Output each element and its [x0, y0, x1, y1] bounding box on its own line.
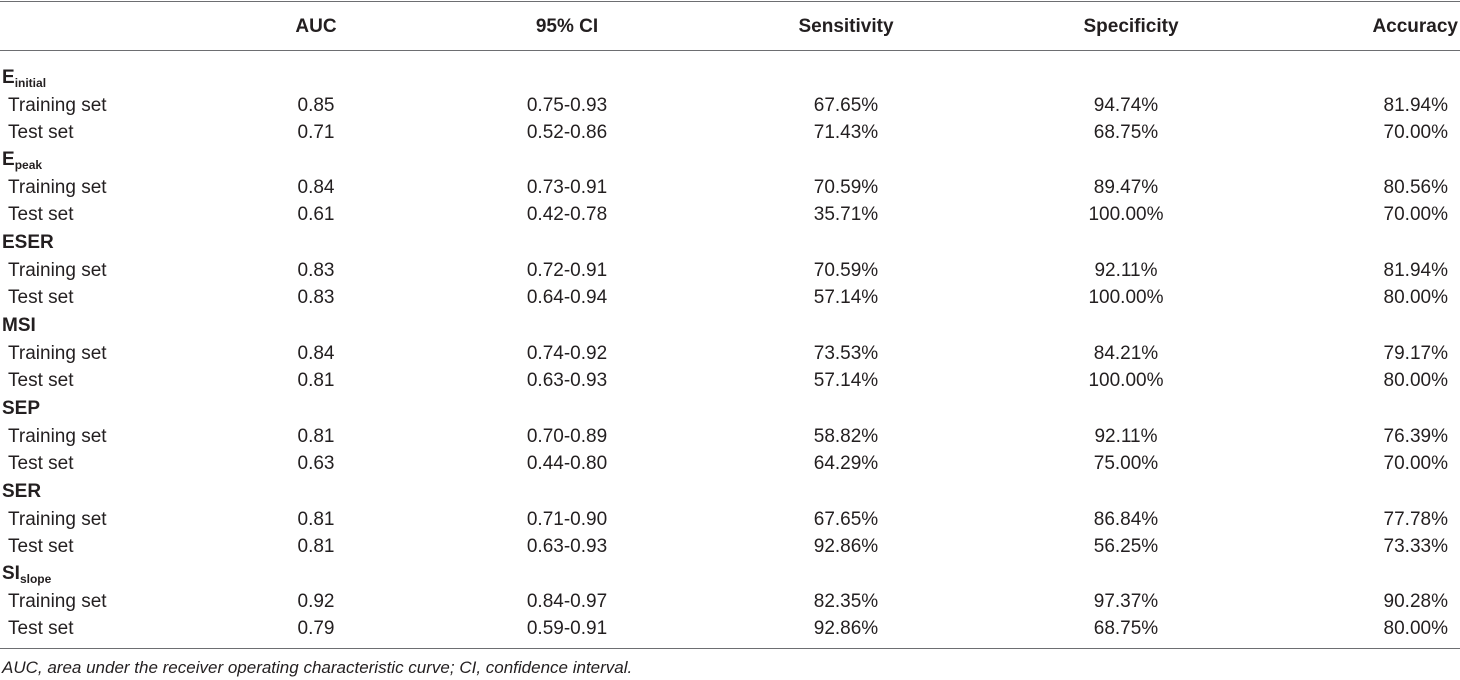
cell-specificity: 68.75% — [1093, 618, 1159, 639]
cell-auc: 0.81 — [297, 370, 335, 391]
cell-specificity: 92.11% — [1094, 425, 1158, 447]
group-label — [2, 481, 41, 503]
table-bottom-rule — [0, 648, 1460, 649]
row-label: Training set — [8, 590, 107, 612]
cell-accuracy: 70.00% — [1383, 204, 1448, 225]
header-auc: AUC — [295, 16, 337, 37]
cell-auc: 0.63 — [297, 453, 335, 474]
cell-sensitivity: 64.29% — [813, 453, 879, 474]
cell-accuracy: 81.94% — [1383, 259, 1448, 281]
cell-specificity: 84.21% — [1093, 342, 1159, 364]
cell-specificity: 100.00% — [1088, 370, 1164, 391]
cell-95-ci: 0.74-0.92 — [526, 342, 608, 364]
cell-specificity: 97.37% — [1093, 590, 1159, 612]
cell-accuracy: 80.00% — [1383, 287, 1448, 308]
group-label-main: E — [2, 149, 15, 170]
cell-auc: 0.79 — [297, 618, 335, 639]
row-label: Test set — [8, 536, 74, 557]
cell-auc: 0.81 — [297, 508, 335, 530]
row-label: Test set — [8, 370, 74, 391]
cell-95-ci: 0.42-0.78 — [526, 204, 608, 225]
row-label: Training set — [8, 425, 107, 447]
cell-95-ci: 0.59-0.91 — [526, 618, 608, 639]
group-label-main: MSI — [2, 315, 36, 336]
row-label: Training set — [8, 342, 107, 364]
cell-95-ci: 0.71-0.90 — [526, 508, 608, 530]
cell-auc: 0.83 — [297, 287, 335, 308]
group-label — [2, 67, 46, 94]
cell-sensitivity: 71.43% — [813, 122, 879, 143]
cell-95-ci: 0.73-0.91 — [526, 176, 608, 198]
group-label-main: SI — [2, 563, 20, 584]
cell-sensitivity: 92.86% — [813, 536, 879, 557]
cell-sensitivity: 67.65% — [813, 94, 879, 116]
cell-auc: 0.84 — [297, 176, 335, 198]
cell-accuracy: 80.00% — [1383, 618, 1448, 639]
cell-accuracy: 77.78% — [1383, 508, 1448, 530]
group-label-subscript: initial — [14, 76, 47, 90]
group-label — [2, 398, 40, 420]
cell-95-ci: 0.64-0.94 — [526, 287, 608, 308]
cell-sensitivity: 70.59% — [813, 176, 879, 198]
cell-auc: 0.92 — [297, 590, 335, 612]
cell-accuracy: 70.00% — [1383, 122, 1448, 143]
cell-sensitivity: 57.14% — [813, 370, 879, 391]
header-accuracy: Accuracy — [1372, 16, 1458, 37]
row-label: Test set — [8, 122, 74, 143]
row-label: Training set — [8, 176, 107, 198]
cell-specificity: 100.00% — [1088, 204, 1164, 225]
group-label — [2, 315, 36, 337]
cell-specificity: 86.84% — [1093, 508, 1159, 530]
row-label: Test set — [8, 204, 74, 225]
header-rule — [0, 50, 1460, 51]
cell-specificity: 92.11% — [1094, 259, 1158, 281]
group-label — [2, 232, 54, 254]
header-specificity: Specificity — [1083, 16, 1179, 37]
cell-auc: 0.83 — [297, 259, 335, 281]
cell-95-ci: 0.44-0.80 — [526, 453, 608, 474]
row-label: Test set — [8, 453, 74, 474]
cell-sensitivity: 73.53% — [813, 342, 879, 364]
cell-sensitivity: 35.71% — [813, 204, 879, 225]
cell-specificity: 68.75% — [1093, 122, 1159, 143]
cell-sensitivity: 67.65% — [813, 508, 879, 530]
cell-accuracy: 90.28% — [1383, 590, 1448, 612]
cell-sensitivity: 92.86% — [813, 618, 879, 639]
cell-accuracy: 81.94% — [1383, 94, 1448, 116]
header-sensitivity: Sensitivity — [798, 16, 894, 37]
cell-accuracy: 73.33% — [1383, 536, 1448, 557]
cell-95-ci: 0.72-0.91 — [526, 259, 608, 281]
cell-accuracy: 79.17% — [1383, 342, 1448, 364]
cell-auc: 0.84 — [297, 342, 335, 364]
cell-95-ci: 0.52-0.86 — [526, 122, 608, 143]
cell-sensitivity: 82.35% — [813, 590, 879, 612]
cell-sensitivity: 58.82% — [813, 425, 879, 447]
group-label-main: ESER — [2, 232, 54, 253]
cell-auc: 0.81 — [297, 425, 335, 447]
header-95-ci: 95% CI — [535, 16, 599, 37]
cell-accuracy: 70.00% — [1383, 453, 1448, 474]
cell-sensitivity: 57.14% — [813, 287, 879, 308]
cell-auc: 0.81 — [297, 536, 335, 557]
group-label-subscript: peak — [14, 158, 43, 172]
cell-95-ci: 0.70-0.89 — [526, 425, 608, 447]
group-label-main: SEP — [2, 398, 41, 419]
table-top-rule — [0, 1, 1460, 2]
row-label: Test set — [8, 287, 74, 308]
cell-95-ci: 0.63-0.93 — [526, 370, 608, 391]
cell-specificity: 100.00% — [1088, 287, 1164, 308]
row-label: Training set — [8, 259, 107, 281]
cell-specificity: 94.74% — [1093, 94, 1159, 116]
cell-accuracy: 80.00% — [1383, 370, 1448, 391]
group-label-main: SER — [2, 481, 42, 502]
group-label — [2, 149, 42, 176]
cell-auc: 0.85 — [297, 94, 335, 116]
group-label-subscript: slope — [19, 572, 52, 586]
table-footnote: AUC, area under the receiver operating characteristic curve; CI, confidence interval. — [2, 658, 633, 677]
cell-specificity: 56.25% — [1093, 536, 1159, 557]
cell-auc: 0.61 — [297, 204, 335, 225]
row-label: Training set — [8, 94, 107, 116]
group-label-main: E — [2, 67, 15, 88]
cell-95-ci: 0.63-0.93 — [526, 536, 608, 557]
cell-specificity: 89.47% — [1093, 176, 1159, 198]
cell-accuracy: 80.56% — [1383, 176, 1448, 198]
cell-specificity: 75.00% — [1093, 453, 1159, 474]
cell-95-ci: 0.75-0.93 — [526, 94, 608, 116]
cell-auc: 0.71 — [297, 122, 335, 143]
row-label: Test set — [8, 618, 74, 639]
row-label: Training set — [8, 508, 107, 530]
cell-95-ci: 0.84-0.97 — [526, 590, 608, 612]
group-label — [2, 563, 51, 590]
cell-accuracy: 76.39% — [1383, 425, 1448, 447]
cell-sensitivity: 70.59% — [813, 259, 879, 281]
